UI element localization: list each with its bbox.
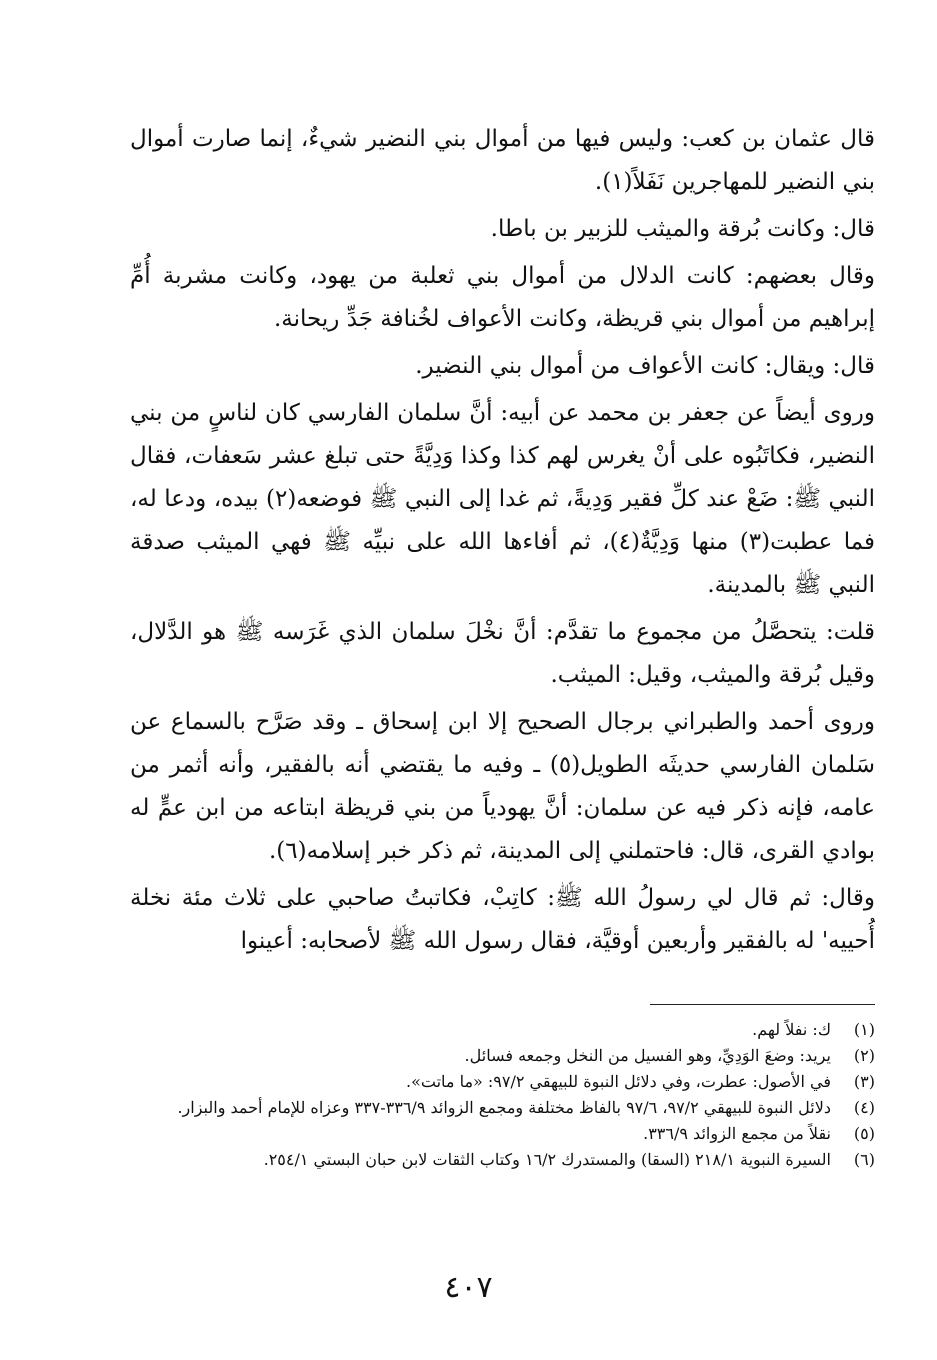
footnote-item (130, 1070, 875, 1094)
footnote-text: في الأصول: عطرت، وفي دلائل النبوة للبيهقي ٩٧/٢: «ما ماتت». (406, 1072, 831, 1091)
paragraph-2: قال: وكانت بُرقة والميثب للزبير بن باطا. (490, 216, 875, 242)
footnote-divider (650, 1004, 875, 1005)
footnote-text: نقلاً من مجمع الزوائد ٣٣٦/٩. (643, 1124, 831, 1143)
paragraph-5: وروى أيضاً عن جعفر بن محمد عن أبيه: أنَّ سلمان الفارسي كان لناسٍ من بني النضير، فكاتَبُوه على أنْ يغرس لهم كذا وكذا وَدِيَّةً حتى تبلغ عشر سَعفات، فقال النبي ﷺ: ضَعْ عند كلِّ فقير وَدِيةً، ثم غدا إلى النبي ﷺ فوضعه(٢) بيده، ودعا له، فما عطبت(٣) منها وَدِيَّةٌ(٤)، ثم أفاءها الله على نبيِّه ﷺ فهي الميثب صدقة النبي ﷺ بالمدينة. (130, 400, 876, 598)
footnotes-block (130, 1018, 875, 1174)
footnote-text: ك: نفلاً لهم. (752, 1020, 831, 1039)
footnote-item (130, 1122, 875, 1146)
footnote-item (130, 1044, 875, 1068)
paragraph-4: قال: ويقال: كانت الأعواف من أموال بني النضير. (415, 353, 875, 379)
paragraph-6: قلت: يتحصَّلُ من مجموع ما تقدَّم: أنَّ نخْلَ سلمان الذي غَرَسه ﷺ هو الدَّلال، وقيل بُرقة والميثب، وقيل: الميثب. (130, 619, 875, 688)
paragraph-1: قال عثمان بن كعب: وليس فيها من أموال بني النضير شيءٌ، إنما صارت أموال بني النضير للمهاجرين نَفَلاً(١). (130, 126, 875, 195)
footnote-number: (٣) (853, 1072, 875, 1091)
footnote-number: (٢) (853, 1046, 875, 1065)
footnote-item (130, 1148, 875, 1172)
paragraph-7: وروى أحمد والطبراني برجال الصحيح إلا ابن إسحاق ـ وقد صَرَّح بالسماع عن سَلمان الفارسي حديثَه الطويل(٥) ـ وفيه ما يقتضي أنه بالفقير، وأنه أثمر من عامه، فإنه ذكر فيه عن سلمان: أنَّ يهودياً من بني قريظة ابتاعه من ابن عمٍّ له بوادي القرى، قال: فاحتملني إلى المدينة، ثم ذكر خبر إسلامه(٦). (130, 709, 875, 864)
footnote-number: (٤) (853, 1098, 875, 1117)
footnote-text: السيرة النبوية ٢١٨/١ (السقا) والمستدرك ١٦/٢ وكتاب الثقات لابن حبان البستي ٢٥٤/١. (263, 1150, 831, 1169)
footnote-text: يريد: وضعَ الوَدِيِّ، وهو الفسيل من النخل وجمعه فسائل. (464, 1046, 831, 1065)
footnote-item (130, 1018, 875, 1042)
footnote-number: (٥) (853, 1124, 875, 1143)
footnote-text: دلائل النبوة للبيهقي ٩٧/٢، ٩٧/٦ بالفاظ مختلفة ومجمع الزوائد ٣٣٦/٩-٣٣٧ وعزاه للإمام أحمد والبزار. (177, 1098, 831, 1117)
footnote-item (130, 1096, 875, 1120)
footnote-number: (١) (853, 1020, 875, 1039)
footnote-number: (٦) (853, 1150, 875, 1169)
paragraph-3: وقال بعضهم: كانت الدلال من أموال بني ثعلبة من يهود، وكانت مشربة أُمِّ إبراهيم من أموال بني قريظة، وكانت الأعواف لخُنافة جَدِّ ريحانة. (130, 263, 875, 332)
paragraph-8: وقال: ثم قال لي رسولُ الله ﷺ: كاتِبْ، فكاتبتُ صاحبي على ثلاث مئة نخلة أُحييه' له بالفقير وأربعين أوقيَّة، فقال رسول الله ﷺ لأصحابه: أعينوا (130, 885, 875, 954)
main-text-block (130, 118, 875, 967)
page-number: ٤٠٧ (444, 1270, 493, 1305)
